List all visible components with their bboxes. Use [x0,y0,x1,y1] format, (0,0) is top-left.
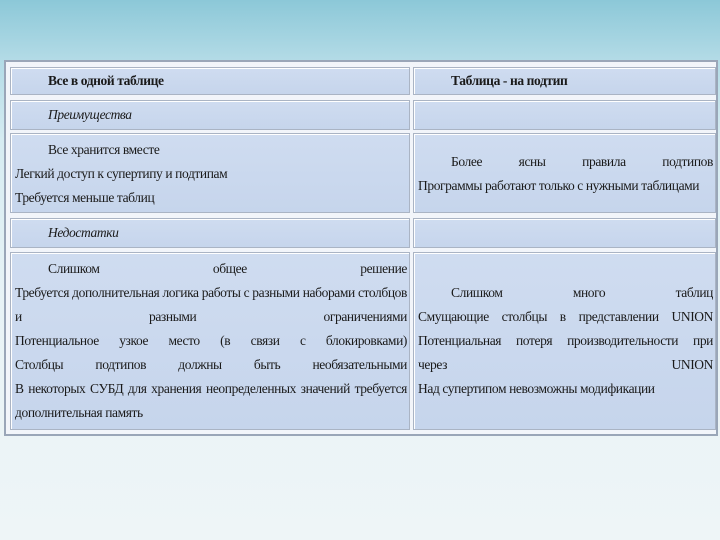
disadvantage-item: Потенциальное узкое место (в связи с блокировками) [15,333,407,348]
advantages-left-cell [10,133,410,213]
disadvantages-left-cell [10,252,410,430]
advantage-item: Программы работают только с нужными таблицами [418,178,700,193]
advantages-label-empty-cell [413,100,716,130]
disadvantage-item: Потенциальная потеря производительности при [418,333,713,348]
disadvantages-label-cell [10,218,410,248]
comparison-table [4,60,718,436]
disadvantage-item: Требуется дополнительная логика работы с разными наборами столбцов [15,285,407,300]
advantage-item: Более ясны правила подтипов [451,154,713,169]
advantage-item: Требуется меньше таблиц [15,190,155,205]
disadvantage-item: и разными ограничениями [15,309,407,324]
header-cell-left [10,67,410,95]
disadvantages-label-empty-cell [413,218,716,248]
disadvantages-label: Недостатки [48,225,119,240]
advantages-right-cell [413,133,716,213]
disadvantage-item: Над супертипом невозможны модификации [418,381,655,396]
disadvantage-item: В некоторых СУБД для хранения неопределенных значений требуется [15,381,407,396]
disadvantages-right-cell [413,252,716,430]
advantage-item: Легкий доступ к супертипу и подтипам [15,166,228,181]
advantage-item: Все хранится вместе [48,142,160,157]
disadvantage-item: Столбцы подтипов должны быть необязательными [15,357,407,372]
disadvantage-item: через UNION [418,357,713,372]
advantages-label-cell [10,100,410,130]
disadvantage-item: Смущающие столбцы в представлении UNION [418,309,713,324]
header-cell-right [413,67,716,95]
header-right-text: Таблица - на подтип [451,73,568,88]
disadvantage-item: дополнительная память [15,405,143,420]
disadvantage-item: Слишком общее решение [48,261,407,276]
advantages-label: Преимущества [48,107,132,122]
disadvantage-item: Слишком много таблиц [451,285,713,300]
header-left-text: Все в одной таблице [48,73,164,88]
